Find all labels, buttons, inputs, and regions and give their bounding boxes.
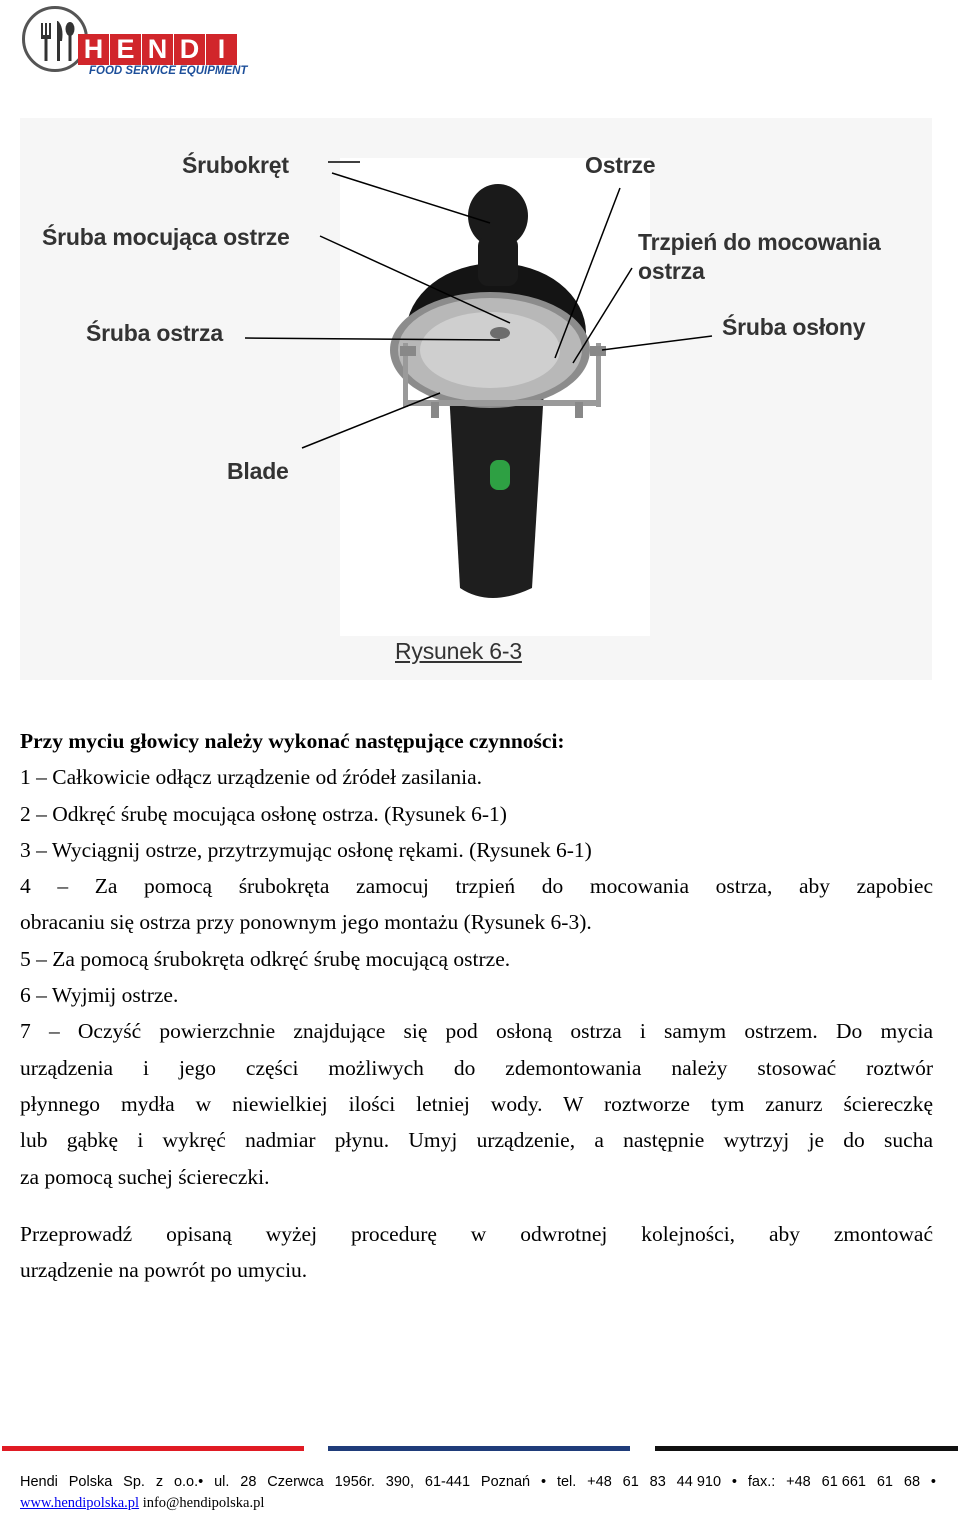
step-4-line1: 4 – Za pomocą śrubokręta zamocuj trzpień do mocowania ostrza, aby zapobiec (20, 874, 933, 899)
step-5: 5 – Za pomocą śrubokręta odkręć śrubę mocującą ostrze. (20, 946, 511, 971)
reassembly-line2: urządzenie na powrót po umyciu. (20, 1258, 308, 1283)
label-pin-line2: ostrza (638, 258, 705, 284)
figure-slicer-head (20, 118, 932, 680)
step-6: 6 – Wyjmij ostrze. (20, 983, 179, 1008)
logo-letter: I (206, 34, 237, 65)
footer-word: 28 (240, 1474, 257, 1490)
step-7-line1: 7 – Oczyść powierzchnie znajdujące się pod osłoną ostrza i samym ostrzem. Do mycia (20, 1019, 933, 1044)
logo-subtitle: FOOD SERVICE EQUIPMENT (89, 65, 248, 77)
footer-word: 61-441 (424, 1474, 471, 1490)
footer-word: ul. (214, 1474, 230, 1490)
footer-bar-black (655, 1446, 958, 1451)
label-blade-mount-screw: Śruba mocująca ostrze (42, 224, 290, 250)
logo-wordmark (78, 34, 238, 65)
label-guard-screw: Śruba osłony (722, 314, 866, 340)
footer-word: Polska (68, 1474, 113, 1490)
footer-word: 44 910 (676, 1474, 722, 1490)
footer-word: • (540, 1474, 547, 1490)
logo-letter: N (142, 34, 173, 65)
footer-word: tel. (556, 1474, 577, 1490)
logo-letter: E (110, 34, 141, 65)
footer-address (20, 1474, 936, 1490)
footer-bar-red (2, 1446, 304, 1451)
footer-word: Czerwca (267, 1474, 324, 1490)
slicer-illustration (20, 118, 932, 680)
footer-word: 390, (385, 1474, 415, 1490)
footer-word: 61 (622, 1474, 639, 1490)
label-pin-line1: Trzpień do mocowania (638, 229, 881, 255)
website-link[interactable]: www.hendipolska.pl (20, 1495, 140, 1511)
figure-caption: Rysunek 6-3 (395, 638, 522, 664)
footer-word: +48 (587, 1474, 612, 1490)
footer-word: • (731, 1474, 737, 1490)
hendi-logo (22, 6, 247, 78)
logo-letter: D (174, 34, 205, 65)
reassembly-line1: Przeprowadź opisaną wyżej procedurę w odwrotnej kolejności, aby zmontować (20, 1222, 933, 1246)
step-7-line4: lub gąbkę i wykręć nadmiar płynu. Umyj urządzenie, a następnie wytrzyj je do sucha (20, 1128, 933, 1153)
footer-contact (20, 1495, 264, 1512)
footer-bar-blue (328, 1446, 630, 1451)
email-address: info@hendipolska.pl (142, 1495, 265, 1511)
instructions-heading: Przy myciu głowicy należy wykonać następujące czynności: (20, 729, 565, 753)
footer-word: • (930, 1474, 936, 1490)
footer-word: 61 (876, 1474, 893, 1490)
step-7-line2: urządzenia i jego części możliwych do zdemontowania należy stosować roztwór (20, 1055, 933, 1080)
step-2: 2 – Odkręć śrubę mocująca osłonę ostrza. (Rysunek 6-1) (20, 801, 507, 826)
label-blade: Blade (227, 458, 289, 484)
footer-word: 68 (903, 1474, 921, 1490)
footer-word: fax.: (747, 1474, 776, 1490)
footer-word: o.o.• (173, 1474, 204, 1490)
reassembly-note (20, 1216, 933, 1289)
cleaning-instructions (20, 723, 933, 1195)
label-blade-top: Ostrze (585, 152, 656, 178)
step-3: 3 – Wyciągnij ostrze, przytrzymując osłonę rękami. (Rysunek 6-1) (20, 837, 592, 862)
footer-word: 1956r. (334, 1474, 375, 1490)
footer-word: +48 (786, 1474, 811, 1490)
step-7-line5: za pomocą suchej ściereczki. (20, 1164, 270, 1189)
step-4-line2: obracaniu się ostrza przy ponownym jego montażu (Rysunek 6-3). (20, 910, 592, 935)
label-blade-screw: Śruba ostrza (86, 320, 223, 346)
footer-word: 83 (649, 1474, 666, 1490)
footer-word: z (155, 1474, 164, 1490)
footer-word: 61 661 (821, 1474, 866, 1490)
logo-letter: H (78, 34, 109, 65)
step-7-line3: płynnego mydła w niewielkiej ilości letniej wody. W roztworze tym zanurz ściereczkę (20, 1091, 933, 1116)
label-screwdriver: Śrubokręt (182, 152, 289, 178)
footer-word: Hendi (20, 1474, 58, 1490)
footer-word: Sp. (123, 1474, 145, 1490)
footer-word: Poznań (480, 1474, 531, 1490)
step-1: 1 – Całkowicie odłącz urządzenie od źródeł zasilania. (20, 765, 483, 790)
